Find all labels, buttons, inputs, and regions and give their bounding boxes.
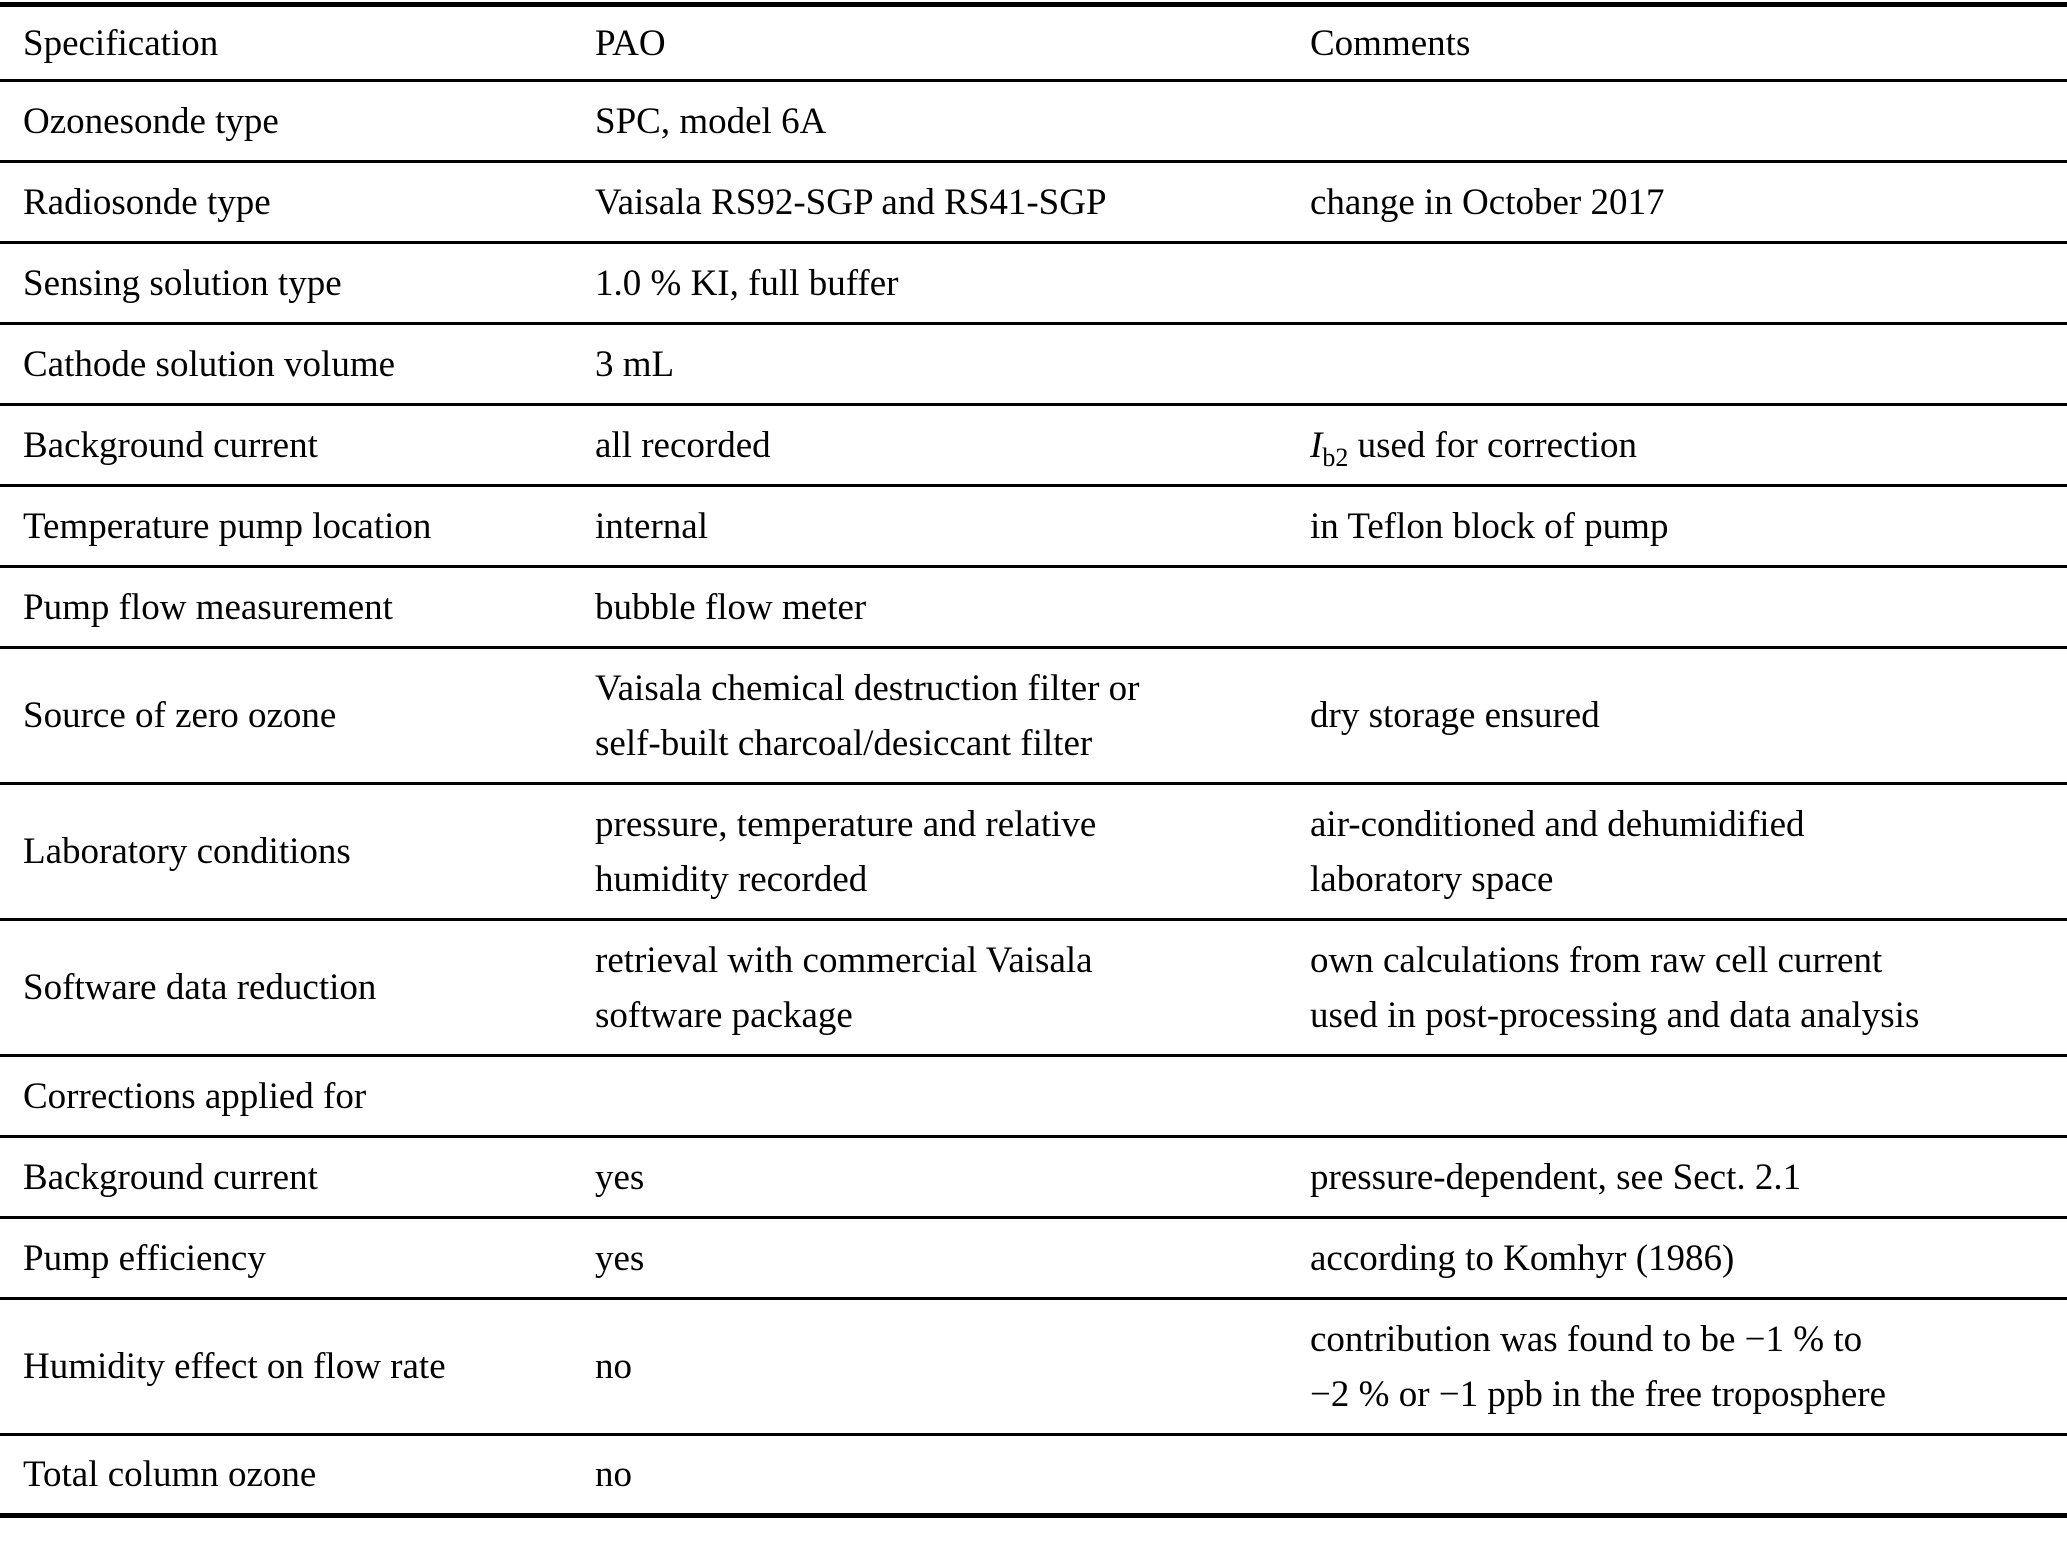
spec-cell: Temperature pump location	[23, 505, 432, 547]
comment-cell	[1287, 81, 2067, 162]
spec-cell: Background current	[23, 424, 318, 466]
comment-cell	[1287, 1056, 2067, 1137]
table-row-corrections-applied-for	[0, 1056, 2067, 1137]
section-header-cell: Corrections applied for	[23, 1075, 367, 1117]
comment-cell	[1287, 324, 2067, 405]
table-row-software-data-reduction	[0, 920, 2067, 1056]
math-var: I	[1310, 424, 1323, 466]
comment-cell	[1287, 405, 2067, 486]
table-row-pump-flow-measurement	[0, 567, 2067, 648]
table-row-cathode-solution-volume	[0, 324, 2067, 405]
pao-cell: retrieval with commercial Vaisala software package	[595, 939, 1093, 1036]
header-comments-label: Comments	[1310, 22, 1471, 64]
pao-cell: internal	[595, 505, 709, 547]
pao-cell: no	[595, 1346, 632, 1387]
pao-cell: pressure, temperature and relative humidity recorded	[595, 803, 1097, 900]
spec-cell: Humidity effect on flow rate	[23, 1346, 446, 1387]
pao-cell	[572, 1056, 1287, 1137]
pao-cell: all recorded	[595, 424, 771, 466]
table-row-background-current-correction	[0, 1137, 2067, 1218]
pao-cell: no	[595, 1454, 632, 1495]
comment-text: used for correction	[1348, 424, 1638, 466]
table-row-temperature-pump-location	[0, 486, 2067, 567]
pao-cell: yes	[595, 1237, 645, 1279]
header-specification	[0, 5, 572, 81]
comment-cell: in Teflon block of pump	[1310, 505, 1669, 547]
comment-cell	[1287, 1435, 2067, 1516]
header-specification-label: Specification	[23, 22, 219, 64]
spec-cell: Pump flow measurement	[23, 586, 393, 628]
table-row-laboratory-conditions	[0, 784, 2067, 920]
specifications-table	[0, 2, 2067, 1518]
spec-cell: Source of zero ozone	[23, 695, 337, 736]
table-body	[0, 81, 2067, 1516]
header-comments	[1287, 5, 2067, 81]
pao-cell: bubble flow meter	[595, 586, 867, 628]
comment-cell: contribution was found to be −1 % to −2 % or −1 ppb in the free troposphere	[1310, 1318, 1887, 1415]
comment-cell: according to Komhyr (1986)	[1310, 1237, 1735, 1279]
math-comment	[1310, 418, 2067, 473]
spec-cell: Ozonesonde type	[23, 100, 279, 142]
pao-cell: yes	[595, 1156, 645, 1198]
spec-cell: Laboratory conditions	[23, 831, 351, 872]
pao-cell: Vaisala RS92-SGP and RS41-SGP	[595, 181, 1107, 223]
comment-cell: own calculations from raw cell current used in post-processing and data analysis	[1310, 939, 1920, 1036]
pao-cell: 1.0 % KI, full buffer	[595, 262, 899, 304]
comment-cell: pressure-dependent, see Sect. 2.1	[1310, 1156, 1802, 1198]
header-row	[0, 5, 2067, 81]
spec-cell: Radiosonde type	[23, 181, 271, 223]
table-row-radiosonde-type	[0, 162, 2067, 243]
table-row-total-column-ozone	[0, 1435, 2067, 1516]
header-pao-label: PAO	[595, 22, 666, 64]
comment-cell	[1287, 243, 2067, 324]
spec-cell: Cathode solution volume	[23, 343, 396, 385]
spec-cell: Sensing solution type	[23, 262, 342, 304]
comment-cell	[1287, 567, 2067, 648]
table-row-sensing-solution-type	[0, 243, 2067, 324]
table-header	[0, 5, 2067, 81]
pao-cell: Vaisala chemical destruction filter or self-built charcoal/desiccant filter	[595, 667, 1140, 764]
comment-cell: change in October 2017	[1310, 181, 1665, 223]
spec-cell: Pump efficiency	[23, 1237, 266, 1279]
pao-cell: 3 mL	[595, 343, 675, 385]
table-row-background-current	[0, 405, 2067, 486]
spec-cell: Total column ozone	[23, 1454, 317, 1495]
pao-cell: SPC, model 6A	[595, 100, 827, 142]
table-row-ozonesonde-type	[0, 81, 2067, 162]
comment-cell: dry storage ensured	[1310, 695, 1600, 736]
header-pao	[572, 5, 1287, 81]
math-subscript: b2	[1322, 442, 1349, 472]
table-row-pump-efficiency	[0, 1218, 2067, 1299]
spec-cell: Background current	[23, 1156, 318, 1198]
table-row-source-of-zero-ozone	[0, 648, 2067, 784]
comment-cell: air-conditioned and dehumidified laboratory space	[1310, 803, 1805, 900]
table-row-humidity-effect-on-flow-rate	[0, 1299, 2067, 1435]
spec-cell: Software data reduction	[23, 967, 377, 1008]
